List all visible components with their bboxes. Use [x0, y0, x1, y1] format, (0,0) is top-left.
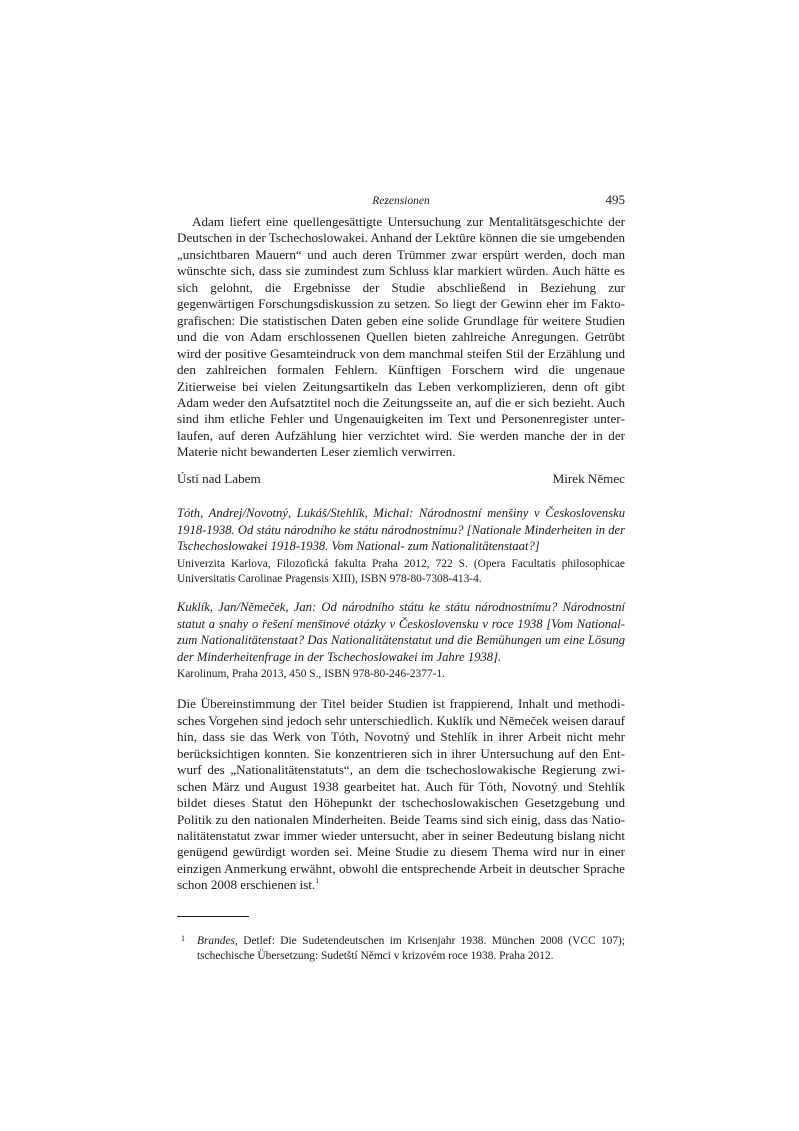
reviewer-name: Mirek Němec: [552, 470, 625, 486]
review-body-paragraph: [177, 696, 625, 893]
review-signature: [177, 471, 625, 487]
footnote-text: Detlef: Die Sudetendeutschen im Krisenjahr 1938. München 2008 (VCC 107); tschechische Übersetzung: Sudetští Němci v krizovém roce 1938. Praha 2012.: [197, 934, 625, 962]
reviewed-book-publisher: Karolinum, Praha 2013, 450 S., ISBN 978-80-246-2377-1.: [177, 668, 445, 681]
footnote-divider: [177, 916, 249, 917]
review-continuation-paragraph: Adam liefert eine quellengesättigte Untersuchung zur Mentalitätsgeschichte der Deutschen in der Tschechoslowakei. Anhand der Lektüre können die sie umgebenden „unsichtbaren Mauern“ und auch deren Trümmer zwar erspürt werden, doch man wünschte sich, dass sie zumindest zum Schluss klar markiert würden. Auch hätte es sich gelohnt, die Ergebnisse der Studie abschließend in Beziehung zur gegenwärtigen Forschungsdiskussion zu setzen. So liegt der Gewinn eher im Faktografischen: Die statistischen Daten geben eine solide Grundlage für weitere Studien und die von Adam erschlossenen Quellen bieten zahlreiche Anregungen. Getrübt wird der positive Gesamteindruck von dem manchmal steifen Stil der Erzählung und den zahlreichen formalen Fehlern. Künftigen Forschern wird die ungenaue Zitierweise bei vielen Zeitungsartikeln das Leben verkomplizieren, denn oft gibt Adam weder den Aufsatztitel noch die Zeitungsseite an, auf die er sich bezieht. Auch sind ihm etliche Fehler und Ungenauigkeiten im Text und Personenregister unterlaufen, auf deren Aufzählung hier verzichtet wird. Sie werden manche der in der Materie nicht bewanderten Leser ziemlich verwirren.: [177, 214, 625, 460]
footnote-number: 1: [181, 933, 185, 943]
review-body-text: Die Übereinstimmung der Titel beider Studien ist frappierend, Inhalt und methodisches Vorgehen sind jedoch sehr unterschiedlich. Kuklík und Němeček weisen darauf hin, dass sie das Werk von Tóth, Novotný und Stehlík in ihrer Arbeit nicht mehr berücksichtigen konnten. Sie konzentrieren sich in ihrer Untersuchung auf den Entwurf des „Nationalitätenstatuts“, an dem die tschechoslowakische Regierung zwischen März und August 1938 gearbeitet hat. Auch für Tóth, Novotný und Stehlík bildet dieses Statut den Höhepunkt der tschechoslowakischen Gesetzgebung und Politik zu den nationalen Minderheiten. Beide Teams sind sich einig, dass das Nationalitätenstatut zwar immer wieder untersucht, aber in seiner Bedeutung bislang nicht genügend gewürdigt worden sei. Meine Studie zu diesem Thema wird nur in einer einzigen Anmerkung erwähnt, obwohl die entsprechende Arbeit in deutscher Sprache schon 2008 erschienen ist.: [177, 696, 625, 893]
reviewed-book-publisher: Univerzita Karlova, Filozofická fakulta Praha 2012, 722 S. (Opera Facultatis philosophicae Universitatis Carolinae Pragensis XIII), ISBN 978-80-7308-413-4.: [177, 558, 625, 586]
footnote-reference[interactable]: 1: [315, 876, 319, 886]
footnote-author: Brandes,: [197, 934, 238, 947]
running-head: [177, 192, 625, 214]
reviewed-book-heading: Tóth, Andrej/Novotný, Lukáš/Stehlík, Michal: Národnostní menšiny v Československu 1918-1938. Od státu národního ke státu národnostnímu? [Nationale Minderheiten in der Tschechoslowakei 1918-1938. Vom National- zum Nationalitätenstaat?]: [177, 506, 625, 554]
review-place: Ústí nad Labem: [177, 470, 261, 486]
page: [177, 192, 625, 964]
footnote: [177, 934, 625, 964]
reviewed-book-1: [177, 505, 625, 587]
reviewed-book-2: [177, 599, 625, 682]
reviewed-book-heading: Kuklík, Jan/Němeček, Jan: Od národního státu ke státu národnostnímu? Národnostní statut a snahy o řešení menšinové otázky v Československu v roce 1938 [Vom National- zum Nationalitätenstaat? Das Nationalitätenstatut und die Bemühungen um eine Lösung der Minderheitenfrage in der Tschechoslowakei im Jahre 1938].: [177, 600, 625, 664]
running-head-title: Rezensionen: [372, 195, 430, 207]
page-number: 495: [605, 192, 625, 207]
